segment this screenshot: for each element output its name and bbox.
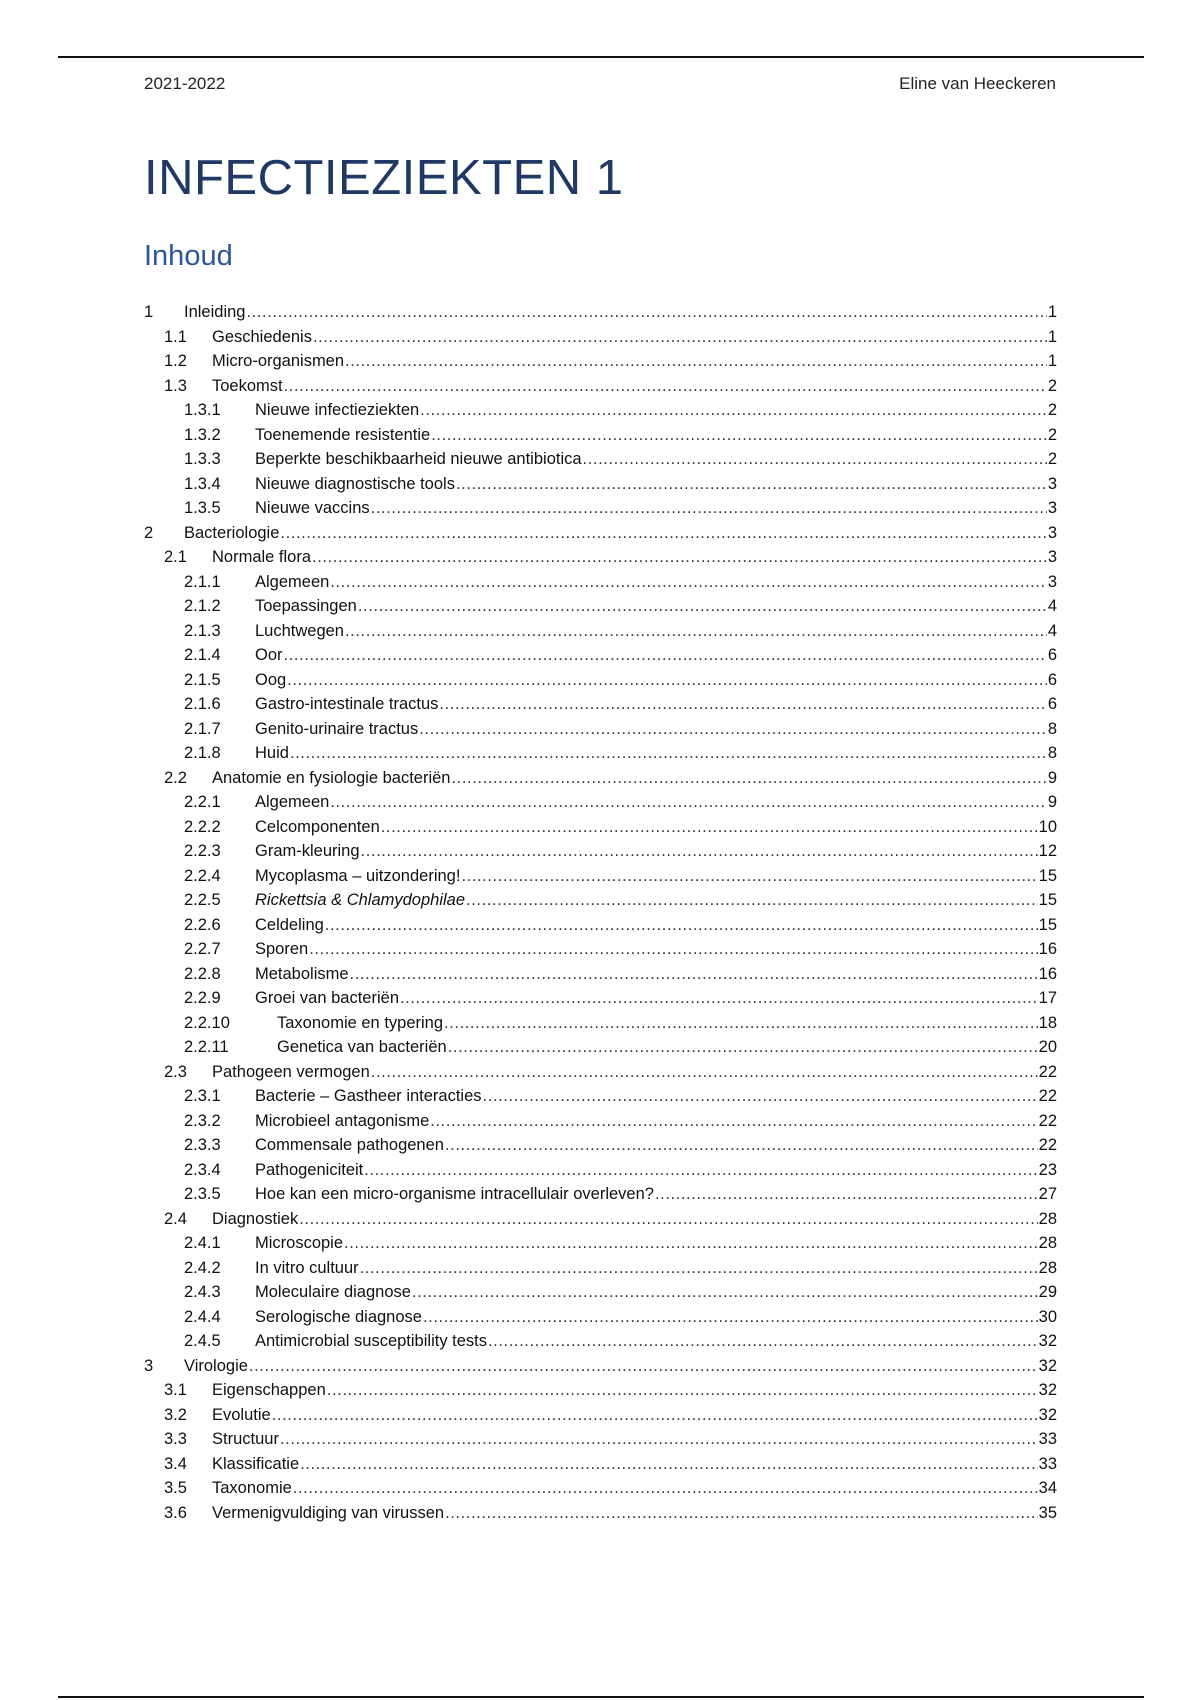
toc-dot-leader — [293, 1479, 1038, 1498]
toc-entry-number: 2.2.2 — [184, 817, 221, 836]
toc-entry-page: 33 — [1038, 1454, 1057, 1473]
toc-entry-number: 2.2.6 — [184, 915, 221, 934]
toc-entry-page: 32 — [1038, 1356, 1057, 1375]
toc-entry-page: 27 — [1038, 1185, 1057, 1203]
toc-entry-page: 1 — [1047, 327, 1057, 346]
toc-entry-page: 22 — [1038, 1136, 1057, 1154]
toc-entry-title: Genetica van bacteriën — [277, 1038, 447, 1056]
toc-entry-page: 3 — [1047, 474, 1057, 493]
toc-entry-number: 2.3.2 — [184, 1111, 221, 1130]
toc-entry-page: 15 — [1038, 915, 1057, 934]
toc-dot-leader — [327, 1381, 1038, 1400]
toc-dot-leader — [358, 597, 1047, 616]
toc-dot-leader — [350, 965, 1038, 984]
toc-dot-leader — [483, 1087, 1038, 1106]
toc-entry[interactable] — [144, 891, 1057, 916]
toc-dot-leader — [371, 499, 1047, 518]
toc-entry-title: Celcomponenten — [255, 817, 380, 836]
toc-dot-leader — [361, 842, 1038, 861]
toc-entry-title: Genito-urinaire tractus — [255, 719, 419, 738]
toc-entry-title: Nieuwe diagnostische tools — [255, 474, 455, 493]
toc-entry-number: 2.1.6 — [184, 695, 221, 713]
toc-entry-number: 3.2 — [164, 1405, 187, 1424]
toc-entry-number: 2.2.4 — [184, 866, 221, 885]
toc-entry[interactable] — [144, 597, 1057, 622]
toc-entry[interactable] — [144, 1136, 1057, 1161]
toc-entry-page: 8 — [1047, 719, 1057, 738]
toc-dot-leader — [360, 1259, 1038, 1278]
toc-entry[interactable] — [144, 1479, 1057, 1504]
toc-entry-page: 15 — [1038, 891, 1057, 909]
toc-entry[interactable] — [144, 1308, 1057, 1333]
toc-entry-number: 2.3.4 — [184, 1160, 221, 1179]
toc-entry-title: Diagnostiek — [212, 1209, 299, 1228]
toc-entry[interactable] — [144, 303, 1057, 328]
toc-entry[interactable] — [144, 842, 1057, 867]
toc-dot-leader — [290, 744, 1047, 763]
toc-dot-leader — [400, 989, 1038, 1008]
toc-dot-leader — [583, 450, 1047, 469]
toc-entry-page: 16 — [1038, 940, 1057, 958]
toc-dot-leader — [381, 818, 1038, 837]
toc-entry[interactable] — [144, 499, 1057, 524]
toc-entry-number: 1.1 — [164, 327, 187, 346]
toc-entry-page: 22 — [1038, 1087, 1057, 1105]
toc-entry[interactable] — [144, 1406, 1057, 1431]
toc-entry-number: 2.2.8 — [184, 964, 221, 983]
toc-entry[interactable] — [144, 524, 1057, 549]
toc-entry-number: 1.2 — [164, 352, 187, 370]
toc-dot-leader — [451, 769, 1046, 788]
toc-dot-leader — [431, 426, 1047, 445]
toc-entry[interactable] — [144, 1161, 1057, 1186]
header-year: 2021-2022 — [144, 74, 226, 93]
toc-entry-title: Pathogeniciteit — [255, 1160, 364, 1179]
toc-entry-number: 2.3.1 — [184, 1087, 221, 1105]
toc-dot-leader — [312, 548, 1047, 567]
toc-entry-title: Pathogeen vermogen — [212, 1062, 370, 1081]
toc-entry-number: 2.1.7 — [184, 719, 221, 738]
footer-rule — [58, 1696, 1144, 1698]
toc-entry-page: 35 — [1038, 1503, 1057, 1522]
toc-entry-title: Taxonomie — [212, 1479, 292, 1497]
toc-entry-page: 22 — [1038, 1111, 1057, 1130]
toc-entry-number: 2.4 — [164, 1209, 187, 1228]
toc-entry-page: 10 — [1038, 817, 1057, 836]
toc-dot-leader — [287, 671, 1047, 690]
toc-dot-leader — [280, 524, 1046, 543]
toc-entry-number: 2.2.5 — [184, 891, 221, 909]
toc-entry-title: Vermenigvuldiging van virussen — [212, 1503, 445, 1522]
toc-entry-number: 2.2.10 — [184, 1013, 230, 1032]
toc-entry-title: Celdeling — [255, 915, 324, 934]
toc-dot-leader — [272, 1406, 1038, 1425]
toc-dot-leader — [423, 1308, 1038, 1327]
toc-entry[interactable] — [144, 548, 1057, 573]
toc-entry-title: Luchtwegen — [255, 621, 344, 640]
toc-entry-title: Serologische diagnose — [255, 1307, 422, 1326]
toc-entry-title: Structuur — [212, 1430, 279, 1448]
toc-dot-leader — [330, 573, 1047, 592]
toc-dot-leader — [461, 867, 1037, 886]
toc-entry-title: In vitro cultuur — [255, 1258, 359, 1277]
toc-entry[interactable] — [144, 573, 1057, 598]
toc-entry-title: Sporen — [255, 940, 309, 958]
toc-entry[interactable] — [144, 450, 1057, 475]
toc-entry-number: 2.1 — [164, 548, 187, 566]
header-author: Eline van Heeckeren — [899, 74, 1056, 93]
toc-entry-number: 3.5 — [164, 1479, 187, 1497]
toc-entry-number: 1 — [144, 303, 154, 321]
toc-entry-page: 28 — [1038, 1209, 1057, 1228]
toc-entry-title: Taxonomie en typering — [277, 1013, 444, 1032]
toc-entry[interactable] — [144, 1381, 1057, 1406]
toc-dot-leader — [445, 1136, 1038, 1155]
toc-entry-page: 29 — [1038, 1283, 1057, 1301]
toc-entry-page: 30 — [1038, 1307, 1057, 1326]
toc-entry-number: 1.3 — [164, 376, 187, 395]
toc-entry-page: 3 — [1047, 548, 1057, 566]
toc-entry[interactable] — [144, 646, 1057, 671]
toc-entry-number: 2.1.8 — [184, 744, 221, 762]
toc-entry-number: 2.1.5 — [184, 670, 221, 689]
toc-entry-number: 2.4.2 — [184, 1258, 221, 1277]
toc-entry-title: Nieuwe infectieziekten — [255, 401, 420, 419]
toc-entry-title: Mycoplasma – uitzondering! — [255, 866, 461, 885]
toc-dot-leader — [344, 1234, 1038, 1253]
toc-entry-page: 17 — [1038, 989, 1057, 1007]
toc-entry-page: 4 — [1047, 621, 1057, 640]
toc-entry-title: Toekomst — [212, 376, 283, 395]
toc-entry-title: Normale flora — [212, 548, 312, 566]
toc-entry-title: Groei van bacteriën — [255, 989, 399, 1007]
toc-entry-title: Commensale pathogenen — [255, 1136, 444, 1154]
toc-entry-page: 12 — [1038, 842, 1057, 860]
toc-entry-title: Rickettsia & Chlamydophilae — [255, 891, 466, 909]
toc-dot-leader — [445, 1504, 1038, 1523]
toc-dot-leader — [448, 1038, 1038, 1057]
toc-dot-leader — [419, 720, 1047, 739]
toc-entry-number: 1.3.5 — [184, 499, 221, 517]
toc-entry[interactable] — [144, 818, 1057, 843]
toc-entry[interactable] — [144, 377, 1057, 402]
toc-entry-title: Evolutie — [212, 1405, 271, 1424]
toc-entry-title: Algemeen — [255, 793, 330, 811]
toc-entry-number: 1.3.4 — [184, 474, 221, 493]
toc-entry-title: Bacteriologie — [184, 523, 280, 542]
toc-entry[interactable] — [144, 328, 1057, 353]
toc-entry[interactable] — [144, 1210, 1057, 1235]
toc-entry-title: Beperkte beschikbaarheid nieuwe antibiotica — [255, 450, 582, 468]
toc-entry-page: 23 — [1038, 1160, 1057, 1179]
toc-entry-number: 3.4 — [164, 1454, 187, 1473]
toc-entry-title: Oor — [255, 646, 283, 664]
toc-entry-page: 8 — [1047, 744, 1057, 762]
toc-entry-title: Metabolisme — [255, 964, 349, 983]
toc-entry-number: 2.3.5 — [184, 1185, 221, 1203]
toc-entry-number: 2.3 — [164, 1062, 187, 1081]
toc-entry-page: 1 — [1047, 303, 1057, 321]
toc-entry-page: 2 — [1047, 401, 1057, 419]
toc-entry-page: 34 — [1038, 1479, 1057, 1497]
toc-entry-page: 2 — [1047, 425, 1057, 444]
toc-entry-title: Virologie — [184, 1356, 248, 1375]
toc-entry[interactable] — [144, 989, 1057, 1014]
toc-entry-page: 1 — [1047, 352, 1057, 370]
toc-entry-title: Hoe kan een micro-organisme intracellulair overleven? — [255, 1185, 654, 1203]
toc-entry-number: 3.3 — [164, 1430, 187, 1448]
toc-dot-leader — [466, 891, 1038, 910]
toc-entry[interactable] — [144, 1087, 1057, 1112]
toc-entry-number: 2.2.9 — [184, 989, 221, 1007]
toc-dot-leader — [412, 1283, 1038, 1302]
toc-entry[interactable] — [144, 1112, 1057, 1137]
toc-entry-page: 32 — [1038, 1405, 1057, 1424]
toc-entry-number: 2.2.3 — [184, 842, 221, 860]
toc-entry-page: 18 — [1038, 1013, 1057, 1032]
toc-entry[interactable] — [144, 1234, 1057, 1259]
toc-entry-title: Huid — [255, 744, 289, 762]
toc-dot-leader — [364, 1161, 1037, 1180]
toc-entry-title: Klassificatie — [212, 1454, 300, 1473]
toc-entry-title: Algemeen — [255, 572, 330, 591]
toc-entry-title: Nieuwe vaccins — [255, 499, 370, 517]
toc-dot-leader — [299, 1210, 1037, 1229]
toc-entry[interactable] — [144, 426, 1057, 451]
toc-entry-page: 33 — [1038, 1430, 1057, 1448]
toc-entry[interactable] — [144, 475, 1057, 500]
toc-entry[interactable] — [144, 1504, 1057, 1529]
toc-entry-number: 2.1.4 — [184, 646, 221, 664]
toc-entry-number: 1.3.3 — [184, 450, 221, 468]
document-title: INFECTIEZIEKTEN 1 — [144, 151, 624, 205]
toc-entry-title: Inleiding — [184, 303, 246, 321]
toc-entry-title: Micro-organismen — [212, 352, 345, 370]
toc-dot-leader — [420, 401, 1047, 420]
toc-entry-number: 3.6 — [164, 1503, 187, 1522]
toc-entry-number: 2.1.3 — [184, 621, 221, 640]
toc-dot-leader — [325, 916, 1038, 935]
toc-entry-page: 6 — [1047, 670, 1057, 689]
toc-entry-page: 6 — [1047, 695, 1057, 713]
toc-dot-leader — [444, 1014, 1038, 1033]
toc-entry-number: 2.2 — [164, 768, 187, 787]
toc-entry-page: 9 — [1047, 768, 1057, 787]
toc-dot-leader — [456, 475, 1047, 494]
toc-dot-leader — [345, 352, 1047, 371]
toc-entry-page: 3 — [1047, 523, 1057, 542]
toc-entry[interactable] — [144, 1283, 1057, 1308]
toc-entry[interactable] — [144, 793, 1057, 818]
toc-entry-page: 9 — [1047, 793, 1057, 811]
toc-entry-number: 1.3.1 — [184, 401, 221, 419]
toc-entry-title: Microbieel antagonisme — [255, 1111, 430, 1130]
toc-entry-number: 2.2.1 — [184, 793, 221, 811]
toc-entry[interactable] — [144, 1332, 1057, 1357]
toc-entry-page: 2 — [1047, 450, 1057, 468]
toc-entry-page: 20 — [1038, 1038, 1057, 1056]
toc-entry-page: 2 — [1047, 376, 1057, 395]
toc-entry-number: 2.3.3 — [184, 1136, 221, 1154]
toc-entry-page: 15 — [1038, 866, 1057, 885]
toc-entry-title: Toepassingen — [255, 597, 357, 615]
header-rule — [58, 56, 1144, 58]
toc-entry[interactable] — [144, 867, 1057, 892]
toc-entry-title: Toenemende resistentie — [255, 425, 431, 444]
toc-entry-title: Anatomie en fysiologie bacteriën — [212, 768, 451, 787]
toc-entry[interactable] — [144, 1185, 1057, 1210]
toc-entry-number: 2.4.5 — [184, 1332, 221, 1350]
toc-entry-number: 2.2.7 — [184, 940, 221, 958]
toc-entry-number: 2.1.2 — [184, 597, 221, 615]
toc-entry-title: Gastro-intestinale tractus — [255, 695, 439, 713]
toc-entry[interactable] — [144, 1357, 1057, 1382]
toc-entry-number: 2.2.11 — [184, 1038, 229, 1056]
toc-entry[interactable] — [144, 695, 1057, 720]
toc-entry[interactable] — [144, 1430, 1057, 1455]
toc-entry[interactable] — [144, 1063, 1057, 1088]
toc-entry[interactable] — [144, 940, 1057, 965]
toc-entry[interactable] — [144, 769, 1057, 794]
toc-entry[interactable] — [144, 1259, 1057, 1284]
toc-dot-leader — [284, 646, 1047, 665]
toc-entry-number: 2.1.1 — [184, 572, 221, 591]
toc-entry-page: 6 — [1047, 646, 1057, 664]
toc-dot-leader — [655, 1185, 1038, 1204]
toc-entry[interactable] — [144, 622, 1057, 647]
toc-dot-leader — [371, 1063, 1038, 1082]
toc-dot-leader — [330, 793, 1047, 812]
toc-entry[interactable] — [144, 916, 1057, 941]
toc-entry[interactable] — [144, 965, 1057, 990]
toc-entry-page: 22 — [1038, 1062, 1057, 1081]
toc-entry-number: 3.1 — [164, 1381, 187, 1399]
toc-entry[interactable] — [144, 1455, 1057, 1480]
toc-dot-leader — [488, 1332, 1038, 1351]
toc-dot-leader — [313, 328, 1047, 347]
toc-entry-title: Eigenschappen — [212, 1381, 326, 1399]
toc-entry-title: Antimicrobial susceptibility tests — [255, 1332, 487, 1350]
toc-entry-page: 32 — [1038, 1332, 1057, 1350]
toc-entry-title: Geschiedenis — [212, 327, 312, 346]
toc-entry-title: Bacterie – Gastheer interacties — [255, 1087, 482, 1105]
toc-dot-leader — [284, 377, 1047, 396]
toc-dot-leader — [439, 695, 1046, 714]
table-of-contents — [144, 303, 1057, 1528]
toc-entry-title: Moleculaire diagnose — [255, 1283, 411, 1301]
toc-entry[interactable] — [144, 744, 1057, 769]
toc-entry[interactable] — [144, 352, 1057, 377]
toc-heading: Inhoud — [144, 240, 233, 272]
toc-dot-leader — [246, 303, 1046, 322]
toc-entry-title: Microscopie — [255, 1234, 344, 1252]
toc-entry-page: 28 — [1038, 1234, 1057, 1252]
toc-entry[interactable] — [144, 1038, 1057, 1063]
toc-entry[interactable] — [144, 720, 1057, 745]
toc-dot-leader — [280, 1430, 1038, 1449]
toc-entry-page: 16 — [1038, 964, 1057, 983]
toc-entry-page: 4 — [1047, 597, 1057, 615]
toc-entry-title: Gram-kleuring — [255, 842, 360, 860]
toc-dot-leader — [300, 1455, 1038, 1474]
toc-dot-leader — [430, 1112, 1037, 1131]
toc-dot-leader — [345, 622, 1047, 641]
toc-entry-number: 3 — [144, 1356, 154, 1375]
toc-dot-leader — [309, 940, 1037, 959]
toc-entry-page: 3 — [1047, 499, 1057, 517]
toc-entry-title: Oog — [255, 670, 287, 689]
toc-entry-page: 3 — [1047, 572, 1057, 591]
toc-entry-number: 2.4.4 — [184, 1307, 221, 1326]
toc-entry-number: 2 — [144, 523, 154, 542]
toc-entry[interactable] — [144, 1014, 1057, 1039]
toc-entry-page: 32 — [1038, 1381, 1057, 1399]
toc-entry-number: 2.4.3 — [184, 1283, 221, 1301]
toc-entry-number: 2.4.1 — [184, 1234, 221, 1252]
toc-entry[interactable] — [144, 401, 1057, 426]
toc-entry-page: 28 — [1038, 1258, 1057, 1277]
toc-entry[interactable] — [144, 671, 1057, 696]
toc-dot-leader — [249, 1357, 1038, 1376]
toc-entry-number: 1.3.2 — [184, 425, 221, 444]
